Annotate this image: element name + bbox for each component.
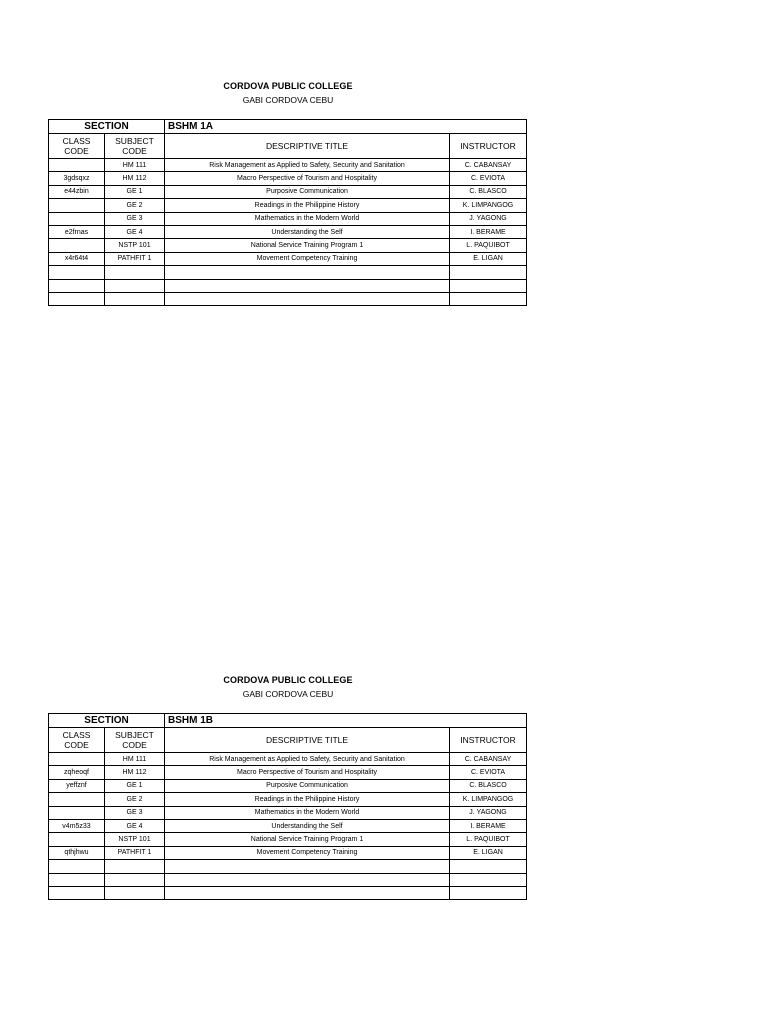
class-code-cell: [49, 279, 105, 292]
subject-code-cell: [105, 279, 165, 292]
descriptive-title-cell: Risk Management as Applied to Safety, Security and Sanitation: [165, 159, 450, 172]
class-code-cell: [49, 806, 105, 819]
college-address: GABI CORDOVA CEBU: [242, 689, 334, 699]
instructor-cell: C. EVIOTA: [450, 172, 527, 185]
subject-code-cell: PATHFIT 1: [105, 846, 165, 859]
instructor-cell: I. BERAME: [450, 819, 527, 832]
instructor-cell: E. LIGAN: [450, 846, 527, 859]
instructor-cell: [450, 266, 527, 279]
subject-code-cell: HM 112: [105, 766, 165, 779]
subject-code-cell: PATHFIT 1: [105, 252, 165, 265]
descriptive-title-cell: Movement Competency Training: [165, 846, 450, 859]
instructor-cell: [450, 292, 527, 305]
descriptive-title-cell: Mathematics in the Modern World: [165, 212, 450, 225]
table-row: [49, 292, 527, 305]
subject-code-cell: GE 1: [105, 185, 165, 198]
instructor-cell: [450, 860, 527, 873]
table-row: [49, 239, 527, 252]
instructor-cell: J. YAGONG: [450, 806, 527, 819]
subject-code-cell: [105, 886, 165, 899]
table-row: [49, 753, 527, 766]
header-subject-code: SUBJECT CODE: [105, 728, 165, 753]
class-code-cell: [49, 159, 105, 172]
subject-code-cell: HM 112: [105, 172, 165, 185]
header-subject-code: SUBJECT CODE: [105, 134, 165, 159]
table-row: [49, 225, 527, 238]
subject-code-cell: [105, 292, 165, 305]
class-code-cell: zqheoqf: [49, 766, 105, 779]
instructor-cell: C. CABANSAY: [450, 159, 527, 172]
instructor-cell: C. BLASCO: [450, 185, 527, 198]
instructor-cell: C. BLASCO: [450, 779, 527, 792]
section-value: BSHM 1B: [165, 714, 527, 728]
class-code-cell: [49, 266, 105, 279]
class-code-cell: [49, 873, 105, 886]
section-row: [49, 714, 527, 728]
table-row: [49, 846, 527, 859]
section-label: SECTION: [49, 120, 165, 134]
subject-code-cell: [105, 873, 165, 886]
descriptive-title-cell: Understanding the Self: [165, 225, 450, 238]
subject-code-cell: [105, 266, 165, 279]
subject-code-cell: NSTP 101: [105, 833, 165, 846]
descriptive-title-cell: Macro Perspective of Tourism and Hospitality: [165, 766, 450, 779]
table-row: [49, 159, 527, 172]
descriptive-title-cell: [165, 266, 450, 279]
table-row: [49, 212, 527, 225]
class-code-cell: e2frnas: [49, 225, 105, 238]
table-row: [49, 185, 527, 198]
descriptive-title-cell: [165, 886, 450, 899]
descriptive-title-cell: [165, 873, 450, 886]
header-class-code: CLASS CODE: [49, 134, 105, 159]
descriptive-title-cell: Risk Management as Applied to Safety, Security and Sanitation: [165, 753, 450, 766]
descriptive-title-cell: National Service Training Program 1: [165, 239, 450, 252]
descriptive-title-cell: Purposive Communication: [165, 185, 450, 198]
header-class-code: CLASS CODE: [49, 728, 105, 753]
schedule-header-1a: [48, 81, 528, 105]
class-code-cell: [49, 860, 105, 873]
subject-code-cell: GE 2: [105, 793, 165, 806]
table-row: [49, 793, 527, 806]
subject-code-cell: GE 3: [105, 806, 165, 819]
table-row: [49, 806, 527, 819]
instructor-cell: E. LIGAN: [450, 252, 527, 265]
schedule-header-1b: [48, 675, 528, 699]
descriptive-title-cell: National Service Training Program 1: [165, 833, 450, 846]
class-code-cell: [49, 886, 105, 899]
descriptive-title-cell: [165, 279, 450, 292]
instructor-cell: K. LIMPANGOG: [450, 199, 527, 212]
descriptive-title-cell: Movement Competency Training: [165, 252, 450, 265]
class-code-cell: e44zbin: [49, 185, 105, 198]
descriptive-title-cell: Macro Perspective of Tourism and Hospitality: [165, 172, 450, 185]
subject-code-cell: GE 1: [105, 779, 165, 792]
instructor-cell: [450, 886, 527, 899]
class-code-cell: yeffznf: [49, 779, 105, 792]
table-row: [49, 779, 527, 792]
class-code-cell: x4r64t4: [49, 252, 105, 265]
header-instructor: INSTRUCTOR: [450, 134, 527, 159]
subject-code-cell: HM 111: [105, 753, 165, 766]
class-code-cell: [49, 793, 105, 806]
section-label: SECTION: [49, 714, 165, 728]
instructor-cell: L. PAQUIBOT: [450, 239, 527, 252]
instructor-cell: K. LIMPANGOG: [450, 793, 527, 806]
descriptive-title-cell: [165, 292, 450, 305]
header-descriptive-title: DESCRIPTIVE TITLE: [165, 728, 450, 753]
column-header-row: [49, 728, 527, 753]
descriptive-title-cell: Mathematics in the Modern World: [165, 806, 450, 819]
header-instructor: INSTRUCTOR: [450, 728, 527, 753]
college-name: CORDOVA PUBLIC COLLEGE: [223, 675, 353, 685]
descriptive-title-cell: Understanding the Self: [165, 819, 450, 832]
class-schedule-table: [48, 713, 527, 900]
descriptive-title-cell: Readings in the Philippine History: [165, 199, 450, 212]
subject-code-cell: HM 111: [105, 159, 165, 172]
subject-code-cell: [105, 860, 165, 873]
table-row: [49, 819, 527, 832]
class-code-cell: [49, 833, 105, 846]
class-code-cell: v4m5z33: [49, 819, 105, 832]
section-row: [49, 120, 527, 134]
subject-code-cell: GE 2: [105, 199, 165, 212]
table-row: [49, 252, 527, 265]
subject-code-cell: GE 4: [105, 819, 165, 832]
descriptive-title-cell: Purposive Communication: [165, 779, 450, 792]
descriptive-title-cell: Readings in the Philippine History: [165, 793, 450, 806]
instructor-cell: C. EVIOTA: [450, 766, 527, 779]
table-row: [49, 860, 527, 873]
table-row: [49, 873, 527, 886]
column-header-row: [49, 134, 527, 159]
instructor-cell: I. BERAME: [450, 225, 527, 238]
subject-code-cell: GE 4: [105, 225, 165, 238]
header-descriptive-title: DESCRIPTIVE TITLE: [165, 134, 450, 159]
schedule-table-1b: [48, 713, 526, 900]
class-code-cell: [49, 753, 105, 766]
class-code-cell: [49, 239, 105, 252]
class-code-cell: [49, 212, 105, 225]
college-address: GABI CORDOVA CEBU: [242, 95, 334, 105]
instructor-cell: J. YAGONG: [450, 212, 527, 225]
college-name: CORDOVA PUBLIC COLLEGE: [223, 81, 353, 91]
table-row: [49, 833, 527, 846]
instructor-cell: [450, 279, 527, 292]
table-row: [49, 886, 527, 899]
table-row: [49, 266, 527, 279]
subject-code-cell: GE 3: [105, 212, 165, 225]
table-row: [49, 199, 527, 212]
class-schedule-table: [48, 119, 527, 306]
class-code-cell: [49, 199, 105, 212]
instructor-cell: L. PAQUIBOT: [450, 833, 527, 846]
descriptive-title-cell: [165, 860, 450, 873]
section-value: BSHM 1A: [165, 120, 527, 134]
table-row: [49, 766, 527, 779]
table-row: [49, 279, 527, 292]
class-code-cell: [49, 292, 105, 305]
table-row: [49, 172, 527, 185]
schedule-table-1a: [48, 119, 526, 306]
instructor-cell: [450, 873, 527, 886]
class-code-cell: qthjhwu: [49, 846, 105, 859]
instructor-cell: C. CABANSAY: [450, 753, 527, 766]
class-code-cell: 3gdsqxz: [49, 172, 105, 185]
subject-code-cell: NSTP 101: [105, 239, 165, 252]
